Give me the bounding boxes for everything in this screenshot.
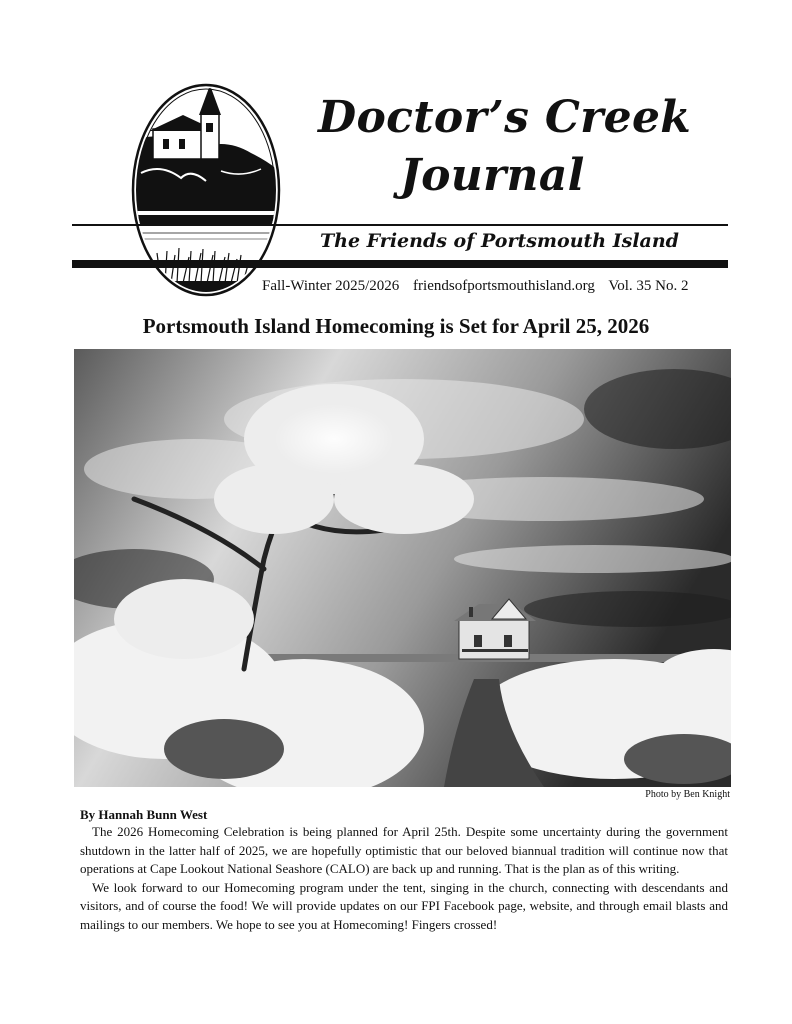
article-byline: By Hannah Bunn West	[80, 807, 208, 822]
journal-title-line2: Journal	[400, 150, 585, 201]
issue-date: Fall-Winter 2025/2026	[262, 278, 400, 294]
masthead-subtitle: The Friends of Portsmouth Island	[320, 230, 679, 252]
website-link[interactable]: friendsofportsmouthisland.org	[413, 278, 595, 294]
article-paragraph: The 2026 Homecoming Celebration is being planned for April 25th. Despite some uncertainty during the government shutdown in the latter half of 2025, we are hopefully optimistic that our beloved biannual tradition will continue now that operations at Cape Lookout National Seashore (CALO) are back up and running. That is the plan as of this writing.	[80, 824, 728, 876]
volume-number: Vol. 35 No. 2	[608, 278, 689, 294]
landscape-photo	[74, 349, 731, 787]
page-headline: Portsmouth Island Homecoming is Set for April 25, 2026	[142, 314, 650, 338]
issue-info	[262, 278, 698, 295]
journal-title-line1: Doctor’s Creek	[318, 92, 692, 143]
article-paragraph: We look forward to our Homecoming program under the tent, singing in the church, connecting with descendants and visitors, and of course the food! We will provide updates on our FPI Facebook page, website, and through email blasts and mailings to our members. We hope to see you at Homecoming! Fingers crossed!	[80, 879, 728, 932]
photo-credit: Photo by Ben Knight	[645, 789, 730, 800]
article-body	[80, 823, 728, 934]
masthead-rule-thick	[72, 260, 728, 268]
masthead-rule-thin	[72, 224, 728, 226]
